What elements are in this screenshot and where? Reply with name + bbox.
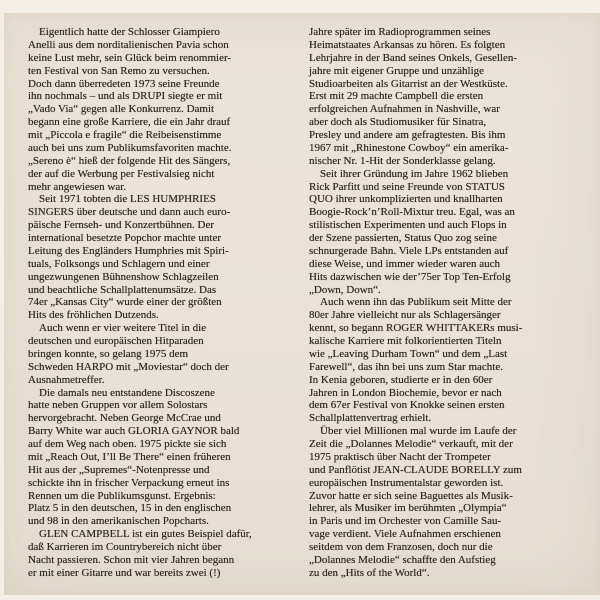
text-line: schnurgerade Bahn. Viele LPs entstanden auf [309,244,509,257]
text-line: „Dolannes Melodie“ schaffte den Aufstieg [309,553,496,566]
text-line: 1967 mit „Rhinestone Cowboy“ ein amerika- [309,141,509,154]
text-line: hervorgebracht. Neben George McCrae und [28,412,221,425]
text-line: Erst mit 29 machte Campbell die ersten [309,90,484,103]
text-line: Barry White war auch GLORIA GAYNOR bald [28,425,240,438]
text-line: Doch dann überredeten 1973 seine Freunde [28,77,220,90]
text-line: „Sereno è“ hieß der folgende Hit des Sängers, [28,154,231,167]
text-line: schickte ihn in frischer Verpackung erneut ins [28,476,230,489]
text-line: aber doch als Studiomusiker für Sinatra, [309,116,487,129]
text-line: seitdem von dem Franzosen, doch nur die [309,541,493,553]
text-line: bringen konnte, so gelang 1975 dem [28,347,189,360]
text-line: und 98 in den amerikanischen Popcharts. [28,515,209,528]
text-line: keine Lust mehr, sein Glück beim renommier- [28,51,232,64]
text-line: auf dem Weg nach oben. 1975 pickte sie sich [28,438,227,450]
text-line: Ausnahmetreffer. [28,373,105,386]
text-line: erfolgreichen Aufnahmen in Nashville, war [309,103,500,116]
text-line: Jahre später im Radioprogrammen seines [309,26,491,38]
text-line: hatte neben Gruppen vor allem Solostars [28,399,208,412]
text-line: päische Fernseh- und Konzertbühnen. Der [28,219,215,232]
text-line: dem 67er Festival von Knokke seinen ersten [309,399,505,412]
text-line: Farewell“, das ihn bei uns zum Star machte. [309,360,503,373]
text-line: diese Weise, und immer wieder waren auch [309,257,501,270]
text-line: Hits des fröhlichen Dutzends. [28,309,159,322]
paragraph [28,26,300,193]
text-line: ten Festival von San Remo zu versuchen. [28,64,210,77]
text-line: jahre mit eigener Gruppe und unzählige [309,64,485,77]
text-line: Platz 5 in den deutschen, 15 in den englischen [28,502,232,515]
text-line: auch bei uns zum Publikumsfavoriten machte. [28,141,232,154]
text-line: QUO ihrer unkomplizierten und knallharten [309,193,503,206]
text-column-left [28,26,300,580]
text-line: nischer Nr. 1-Hit der Sonderklasse gelang. [309,154,496,167]
text-line: deutschen und europäischen Hitparaden [28,335,204,347]
text-line: zu den „Hits of the World“. [309,566,430,579]
text-line: in Paris und im Orchester von Camille Sau- [309,515,502,528]
text-line: Boogie-Rock’n’Roll-Mixtur treu. Egal, was an [309,206,515,219]
text-line: Über viel Millionen mal wurde im Laufe der [320,425,517,438]
text-line: Presley und andere am gefragtesten. Bis ihm [309,129,506,141]
text-line: ungezwungenen Bühnenshow Schlagzeilen [28,270,219,283]
paragraph [28,528,300,580]
text-column-right [309,26,584,580]
paragraph [28,387,300,529]
text-line: und Panflötist JEAN-CLAUDE BORELLY zum [309,463,522,476]
text-line: Schallplattenvertrag erhielt. [309,412,432,425]
text-line: Auch wenn er vier weitere Titel in die [39,322,207,335]
text-line: „Vado Via“ gegen alle Konkurrenz. Damit [28,103,215,116]
text-line: Rennen um die Publikumsgunst. Ergebnis: [28,489,216,502]
text-line: der Szene passierten, Status Quo zog seine [309,232,497,244]
text-line: Hit aus der „Supremes“-Notenpresse und [28,463,210,476]
text-line: Zeit die „Dolannes Melodie“ verkauft, mit der [309,438,513,450]
text-line: kennt, so begann ROGER WHITTAKERs musi- [309,322,523,335]
text-line: kalische Karriere mit folkorientierten Titeln [309,335,502,347]
paragraph [309,425,584,580]
paragraph [28,193,300,322]
paragraph [309,26,584,168]
text-line: Eigentlich hatte der Schlosser Giampiero [39,26,220,38]
text-line: international besetzte Popchor machte unter [28,232,222,244]
text-line: Heimatstaates Arkansas zu hören. Es folgten [309,38,506,51]
text-line: er mit einer Gitarre und war bereits zwei (!) [28,566,221,579]
text-line: Studioarbeiten als Gitarrist an der Westküste. [309,77,508,90]
text-line: Schweden HARPO mit „Moviestar“ doch der [28,360,229,373]
paragraph [309,296,584,425]
text-line: Leitung des Engländers Humphries mit Spiri- [28,244,229,257]
text-line: Nacht passieren. Schon mit vier Jahren begann [28,553,235,566]
text-line: Zuvor hatte er sich seine Baguettes als Musik- [309,489,513,502]
text-line: der auf die Werbung per Festivalsieg nicht [28,167,215,180]
text-line: begann eine große Karriere, die ein Jahr drauf [28,116,231,129]
text-line: SINGERS über deutsche und dann auch euro- [28,206,231,219]
text-line: 1975 praktisch über Nacht der Trompeter [309,450,491,463]
text-line: In Kenia geboren, studierte er in den 60er [309,373,493,386]
text-line: Seit ihrer Gründung im Jahre 1962 blieben [320,167,509,180]
paragraph [28,322,300,386]
paragraph [309,168,584,297]
text-line: tuals, Folksongs und Schlagern und einer [28,257,210,270]
text-line: Die damals neu entstandene Discoszene [39,386,215,399]
text-line: Anelli aus dem norditalienischen Pavia schon [28,38,229,51]
text-line: GLEN CAMPBELL ist ein gutes Beispiel dafür, [39,528,252,541]
text-line: daß Karrieren im Countrybereich nicht über [28,541,222,553]
text-line: 74er „Kansas City“ wurde einer der größten [28,296,222,309]
text-line: ihn nochmals – und als DRUPI siegte er mit [28,90,223,103]
text-line: stilistischen Experimenten und auch Flops in [309,219,507,232]
text-line: lehrer, als Musiker im berühmten „Olympia“ [309,502,507,515]
text-line: wie „Leaving Durham Town“ und dem „Last [309,347,508,360]
text-line: Hits dazwischen wie der’75er Top Ten-Erfolg [309,270,511,283]
text-line: „Down, Down“. [309,283,381,296]
text-line: und beachtliche Schallplattenumsätze. Das [28,283,217,296]
text-line: Jahren in London Biochemie, bevor er nach [309,386,502,399]
text-line: 80er Jahre vielleicht nur als Schlagersänger [309,309,501,322]
text-line: mehr angewiesen war. [28,180,127,193]
text-line: mit „Reach Out, I’ll Be There“ einen früheren [28,450,231,463]
text-line: Lehrjahre in der Band seines Onkels, Gesellen- [309,51,518,64]
text-line: vage verdient. Viele Aufnahmen erschienen [309,528,501,541]
text-line: Rick Parfitt und seine Freunde von STATUS [309,180,505,193]
text-line: Auch wenn ihn das Publikum seit Mitte der [320,296,512,309]
text-line: Seit 1971 tobten die LES HUMPHRIES [39,193,216,206]
text-line: mit „Piccola e fragile“ die Reibeisenstimme [28,129,222,141]
text-line: europäischen Instrumentalstar geworden ist. [309,476,504,489]
